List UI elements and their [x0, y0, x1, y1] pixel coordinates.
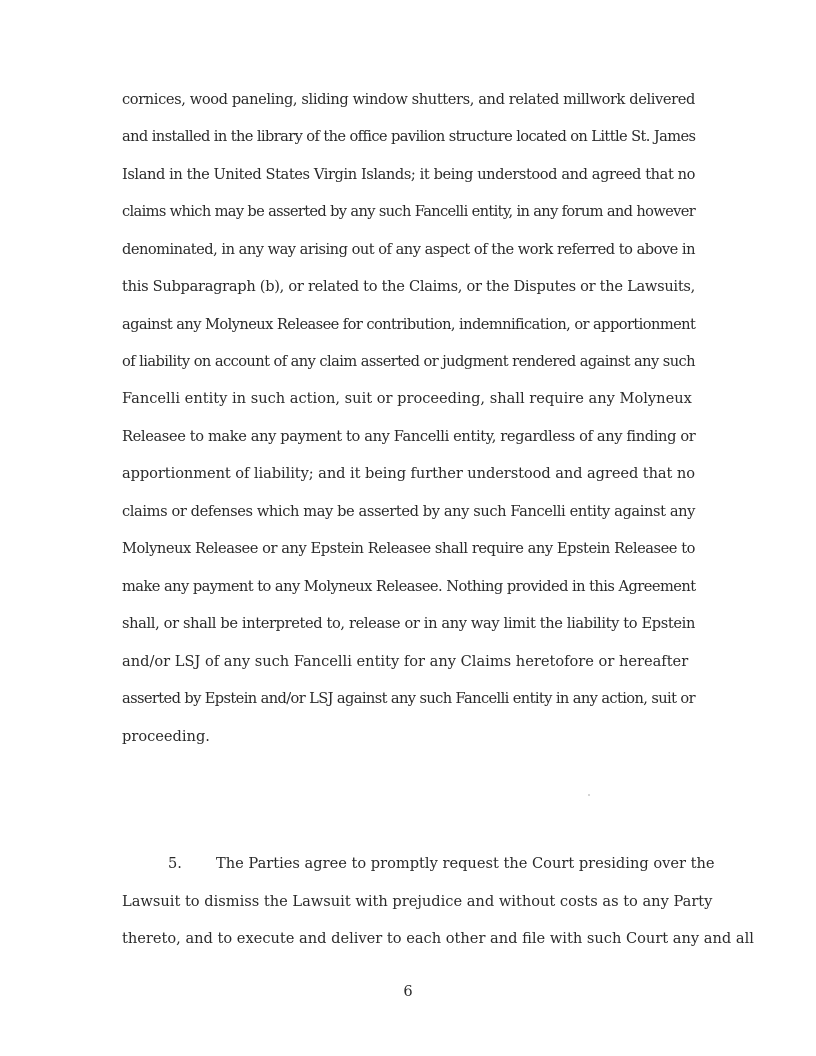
text-line: shall, or shall be interpreted to, release or in any way limit the liability to Epstein	[122, 615, 696, 632]
text-line: Releasee to make any payment to any Fancelli entity, regardless of any finding or	[122, 428, 696, 445]
text-line: apportionment of liability; and it being further understood and agreed that no	[122, 465, 695, 482]
text-line: proceeding.	[122, 728, 210, 745]
text-line: Molyneux Releasee or any Epstein Releasee shall require any Epstein Releasee to	[122, 540, 695, 557]
text-line: claims or defenses which may be asserted by any such Fancelli entity against any	[122, 503, 696, 520]
text-line: cornices, wood paneling, sliding window shutters, and related millwork delivered	[122, 91, 695, 108]
text-line: denominated, in any way arising out of any aspect of the work referred to above in	[122, 241, 695, 258]
scan-speck	[588, 794, 590, 796]
text-line: Island in the United States Virgin Islands; it being understood and agreed that no	[122, 166, 695, 183]
text-line: against any Molyneux Releasee for contribution, indemnification, or apportionment	[122, 316, 696, 333]
paragraph-number: 5.	[168, 855, 182, 872]
text-line: make any payment to any Molyneux Releasee. Nothing provided in this Agreement	[122, 578, 696, 595]
text-line: claims which may be asserted by any such Fancelli entity, in any forum and however	[122, 203, 696, 220]
page-number: 6	[403, 983, 413, 1000]
text-line: and/or LSJ of any such Fancelli entity for any Claims heretofore or hereafter	[122, 653, 689, 670]
paragraph-5-line: Lawsuit to dismiss the Lawsuit with prejudice and without costs as to any Party	[122, 893, 713, 910]
text-line: asserted by Epstein and/or LSJ against any such Fancelli entity in any action, suit or	[122, 690, 695, 707]
text-line: of liability on account of any claim asserted or judgment rendered against any such	[122, 353, 696, 370]
paragraph-5-line: thereto, and to execute and deliver to each other and file with such Court any and all	[122, 930, 754, 947]
paragraph-5-first-line: The Parties agree to promptly request the Court presiding over the	[216, 855, 715, 872]
text-line: this Subparagraph (b), or related to the Claims, or the Disputes or the Lawsuits,	[122, 278, 695, 295]
text-line: Fancelli entity in such action, suit or proceeding, shall require any Molyneux	[122, 390, 692, 407]
text-line: and installed in the library of the office pavilion structure located on Little St. James	[122, 128, 696, 145]
